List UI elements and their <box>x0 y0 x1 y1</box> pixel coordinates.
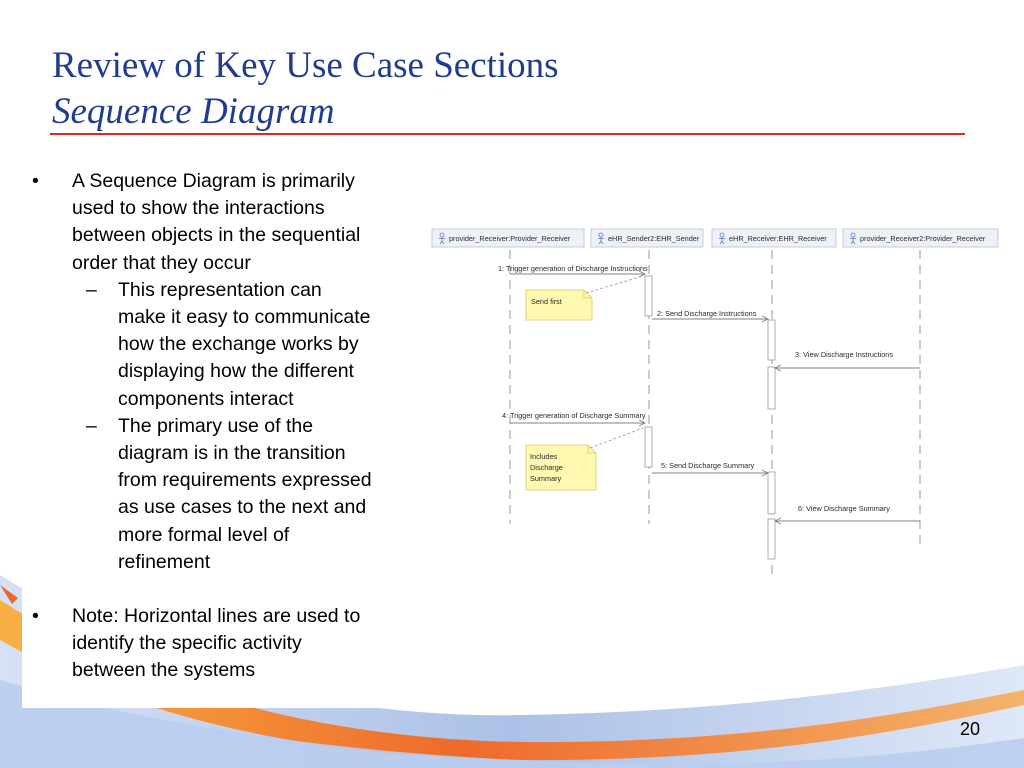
note-text: Discharge <box>530 463 563 472</box>
bullet-marker: • <box>32 605 39 628</box>
message-label: 4: Trigger generation of Discharge Summary <box>502 411 646 420</box>
sub-bullet-item <box>30 413 425 576</box>
bullet-line: Note: Horizontal lines are used to <box>72 605 361 628</box>
participant-header <box>591 229 703 247</box>
bullet-item <box>30 603 425 685</box>
participant-header <box>712 229 836 247</box>
note-text: Summary <box>530 474 562 483</box>
bullet-line: between the systems <box>72 659 256 682</box>
sub-bullet-line: make it easy to communicate <box>118 306 371 329</box>
sequence-diagram <box>430 224 1000 584</box>
bullet-marker: • <box>32 170 39 192</box>
sub-bullet-line: refinement <box>118 550 211 573</box>
sub-bullet-line: as use cases to the next and <box>118 496 367 519</box>
sub-bullet-marker: – <box>86 278 97 301</box>
bullet-item <box>30 168 425 277</box>
participant-label: eHR_Receiver:EHR_Receiver <box>729 234 827 243</box>
note-text: Send first <box>531 297 562 306</box>
sub-bullet-line: diagram is in the transition <box>118 442 346 465</box>
title-divider <box>50 133 965 135</box>
note <box>526 276 643 320</box>
message-label: 6: View Discharge Summary <box>798 504 890 513</box>
note <box>526 428 643 490</box>
sub-bullet-line: The primary use of the <box>118 414 314 437</box>
sub-bullet-marker: – <box>86 414 97 437</box>
sub-bullet-line: This representation can <box>118 278 322 301</box>
message-label: 3: View Discharge Instructions <box>795 350 894 359</box>
bullet-line: order that they occur <box>72 251 251 274</box>
participant-header <box>843 229 998 247</box>
sub-bullet-line: components interact <box>118 387 294 410</box>
bullet-line: A Sequence Diagram is primarily <box>72 170 355 192</box>
message-label: 1: Trigger generation of Discharge Instructions <box>498 264 648 273</box>
sub-bullet-item <box>30 277 425 413</box>
bullet-line: between objects in the sequential <box>72 224 361 247</box>
participant-label: eHR_Sender2:EHR_Sender <box>608 234 700 243</box>
slide-title: Review of Key Use Case Sections <box>52 45 559 86</box>
activation-bars <box>645 276 775 559</box>
sub-bullet-line: more formal level of <box>118 523 290 546</box>
note-text: Includes <box>530 452 558 461</box>
bullet-line: identify the specific activity <box>72 632 302 655</box>
participant-header <box>432 229 584 247</box>
message-label: 2: Send Discharge Instructions <box>657 309 757 318</box>
slide-subtitle: Sequence Diagram <box>52 91 335 132</box>
sub-bullet-line: displaying how the different <box>118 360 354 383</box>
message-label: 5: Send Discharge Summary <box>661 461 755 470</box>
page-number: 20 <box>959 719 980 739</box>
spacer <box>30 576 425 603</box>
bullet-list <box>30 168 425 685</box>
bullet-line: used to show the interactions <box>72 197 325 220</box>
participant-label: provider_Receiver2:Provider_Receiver <box>860 234 986 243</box>
sub-bullet-line: how the exchange works by <box>118 333 359 356</box>
participant-label: provider_Receiver:Provider_Receiver <box>449 234 571 243</box>
sub-bullet-line: from requirements expressed <box>118 469 372 492</box>
